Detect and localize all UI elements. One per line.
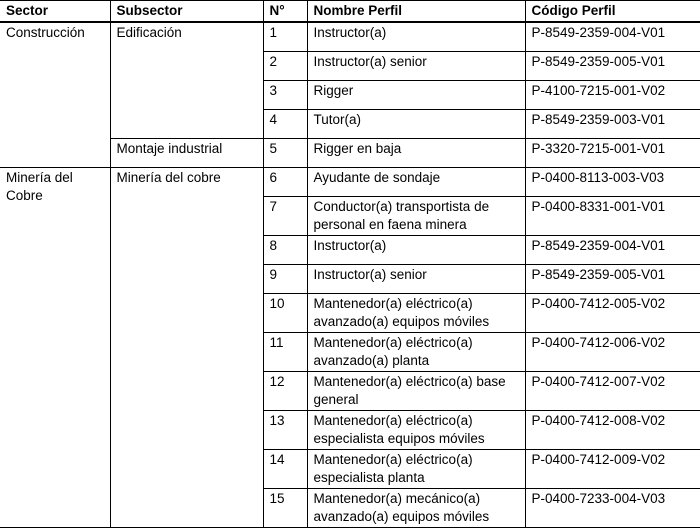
row-number: 11 — [263, 333, 307, 372]
header-sector: Sector — [0, 1, 110, 23]
profile-code: P-0400-7412-007-V02 — [525, 372, 700, 411]
row-number: 9 — [263, 265, 307, 294]
subsector-cell: Montaje industrial — [110, 139, 263, 168]
table-row — [0, 22, 700, 52]
profile-code: P-8549-2359-004-V01 — [525, 236, 700, 265]
sector-cell: Minería del Cobre — [0, 168, 110, 528]
profile-code: P-8549-2359-004-V01 — [525, 22, 700, 52]
profile-code: P-0400-7412-008-V02 — [525, 411, 700, 450]
profile-name: Tutor(a) — [307, 110, 525, 139]
profile-name: Ayudante de sondaje — [307, 168, 525, 197]
profile-name: Mantenedor(a) eléctrico(a) especialista planta — [307, 450, 525, 489]
profile-code: P-4100-7215-001-V02 — [525, 81, 700, 110]
row-number: 7 — [263, 197, 307, 236]
header-profile-code: Código Perfil — [525, 1, 700, 23]
profile-name: Mantenedor(a) eléctrico(a) especialista equipos móviles — [307, 411, 525, 450]
table-row — [0, 168, 700, 197]
profile-code: P-3320-7215-001-V01 — [525, 139, 700, 168]
row-number: 8 — [263, 236, 307, 265]
row-number: 15 — [263, 489, 307, 528]
profile-code: P-0400-7412-006-V02 — [525, 333, 700, 372]
profile-code: P-0400-7412-005-V02 — [525, 294, 700, 333]
profile-name: Instructor(a) — [307, 22, 525, 52]
profile-name: Mantenedor(a) eléctrico(a) base general — [307, 372, 525, 411]
row-number: 13 — [263, 411, 307, 450]
profile-name: Instructor(a) senior — [307, 52, 525, 81]
profile-code: P-8549-2359-005-V01 — [525, 52, 700, 81]
profile-name: Mantenedor(a) mecánico(a) avanzado(a) equipos móviles — [307, 489, 525, 528]
profile-code: P-8549-2359-003-V01 — [525, 110, 700, 139]
row-number: 14 — [263, 450, 307, 489]
row-number: 2 — [263, 52, 307, 81]
subsector-cell: Minería del cobre — [110, 168, 263, 528]
row-number: 6 — [263, 168, 307, 197]
row-number: 10 — [263, 294, 307, 333]
row-number: 12 — [263, 372, 307, 411]
sector-cell: Construcción — [0, 22, 110, 168]
table-header-row — [0, 1, 700, 23]
subsector-cell: Edificación — [110, 22, 263, 139]
profile-name: Mantenedor(a) eléctrico(a) avanzado(a) planta — [307, 333, 525, 372]
row-number: 1 — [263, 22, 307, 52]
profile-name: Instructor(a) senior — [307, 265, 525, 294]
header-profile-name: Nombre Perfil — [307, 1, 525, 23]
profile-code: P-0400-7412-009-V02 — [525, 450, 700, 489]
profile-code: P-0400-8331-001-V01 — [525, 197, 700, 236]
row-number: 4 — [263, 110, 307, 139]
profile-name: Conductor(a) transportista de personal en faena minera — [307, 197, 525, 236]
header-number: N° — [263, 1, 307, 23]
profile-name: Instructor(a) — [307, 236, 525, 265]
row-number: 3 — [263, 81, 307, 110]
profile-name: Rigger en baja — [307, 139, 525, 168]
profile-code: P-0400-7233-004-V03 — [525, 489, 700, 528]
profile-name: Rigger — [307, 81, 525, 110]
header-subsector: Subsector — [110, 1, 263, 23]
profile-code: P-8549-2359-005-V01 — [525, 265, 700, 294]
profile-code: P-0400-8113-003-V03 — [525, 168, 700, 197]
profile-name: Mantenedor(a) eléctrico(a) avanzado(a) equipos móviles — [307, 294, 525, 333]
row-number: 5 — [263, 139, 307, 168]
